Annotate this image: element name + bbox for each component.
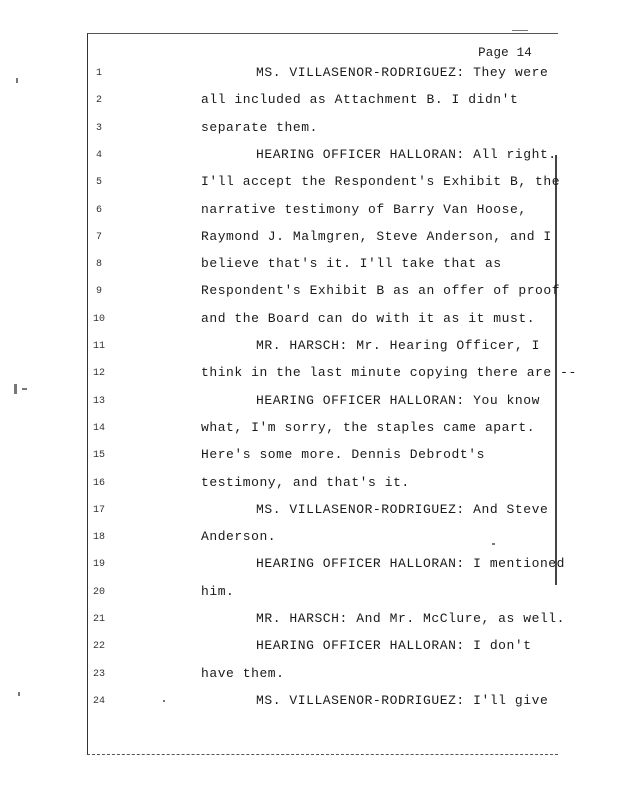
line-text: HEARING OFFICER HALLORAN: I mentioned <box>256 556 565 572</box>
transcript-line <box>0 337 618 357</box>
transcript-line <box>0 282 618 302</box>
line-number: 19 <box>92 559 105 571</box>
line-text: MR. HARSCH: And Mr. McClure, as well. <box>256 611 565 626</box>
transcript-line <box>0 173 618 193</box>
line-text: I'll accept the Respondent's Exhibit B, the <box>201 174 561 190</box>
line-number: 18 <box>92 532 105 544</box>
transcript-line <box>0 364 618 384</box>
line-number: 17 <box>92 504 105 516</box>
line-text: think in the last minute copying there are -- <box>201 365 577 381</box>
line-text: what, I'm sorry, the staples came apart. <box>201 419 536 435</box>
line-number: 14 <box>92 422 105 434</box>
line-number: 5 <box>95 177 102 189</box>
line-number: 21 <box>92 614 105 625</box>
line-number: 23 <box>92 668 105 680</box>
transcript-line <box>0 583 618 603</box>
transcript-line <box>0 119 618 139</box>
line-number: 24 <box>92 695 105 707</box>
transcript-line <box>0 146 618 166</box>
transcript-line <box>0 665 618 685</box>
line-number: 7 <box>95 231 102 243</box>
transcript-line <box>0 528 618 548</box>
line-text: narrative testimony of Barry Van Hoose, <box>201 201 527 217</box>
line-number: 1 <box>95 68 102 79</box>
line-number: 10 <box>92 313 105 325</box>
line-text: believe that's it. I'll take that as <box>201 256 502 272</box>
line-text: all included as Attachment B. I didn't <box>201 92 519 108</box>
transcript-line <box>0 474 618 494</box>
line-text: him. <box>201 583 235 599</box>
page-number: Page 14 <box>478 46 532 60</box>
line-text: MS. VILLASENOR-RODRIGUEZ: I'll give <box>256 692 549 708</box>
line-text: testimony, and that's it. <box>201 474 410 490</box>
transcript-line <box>0 201 618 221</box>
line-text: HEARING OFFICER HALLORAN: All right. <box>256 146 557 162</box>
line-text: Here's some more. Dennis Debrodt's <box>201 447 485 463</box>
line-text: HEARING OFFICER HALLORAN: I don't <box>256 638 532 654</box>
line-number: 3 <box>95 122 102 134</box>
line-text: Anderson. <box>201 529 277 545</box>
line-text: Respondent's Exhibit B as an offer of proof <box>201 283 561 299</box>
line-text: Raymond J. Malmgren, Steve Anderson, and I <box>201 228 552 244</box>
line-number: 4 <box>95 149 102 161</box>
line-text: MS. VILLASENOR-RODRIGUEZ: And Steve <box>256 501 549 517</box>
transcript-line <box>0 692 618 712</box>
line-number: 6 <box>95 204 102 216</box>
scan-speck <box>22 388 27 390</box>
transcript-line <box>0 255 618 275</box>
scan-speck <box>512 30 528 31</box>
transcript-line <box>0 501 618 521</box>
line-text: and the Board can do with it as it must. <box>201 310 536 326</box>
transcript-line <box>0 392 618 412</box>
transcript-line <box>0 555 618 575</box>
line-text: have them. <box>201 665 285 681</box>
transcript-line <box>0 419 618 439</box>
line-number: 22 <box>92 641 105 653</box>
line-number: 8 <box>95 259 102 271</box>
line-number: 13 <box>92 395 105 407</box>
line-text: HEARING OFFICER HALLORAN: You know <box>256 392 540 408</box>
transcript-line <box>0 228 618 248</box>
line-number: 11 <box>92 341 105 352</box>
line-number: 12 <box>92 368 105 380</box>
transcript-line <box>0 446 618 466</box>
transcript-line <box>0 610 618 630</box>
line-text: MR. HARSCH: Mr. Hearing Officer, I <box>256 338 540 353</box>
line-text: separate them. <box>201 119 318 135</box>
line-number: 9 <box>95 286 102 298</box>
line-number: 15 <box>92 450 105 462</box>
transcript-line <box>0 64 618 84</box>
line-number: 16 <box>92 477 105 489</box>
transcript-line <box>0 310 618 330</box>
transcript-line <box>0 91 618 111</box>
line-number: 20 <box>92 586 105 598</box>
line-text: MS. VILLASENOR-RODRIGUEZ: They were <box>256 65 549 80</box>
transcript-line <box>0 637 618 657</box>
line-number: 2 <box>95 95 102 107</box>
